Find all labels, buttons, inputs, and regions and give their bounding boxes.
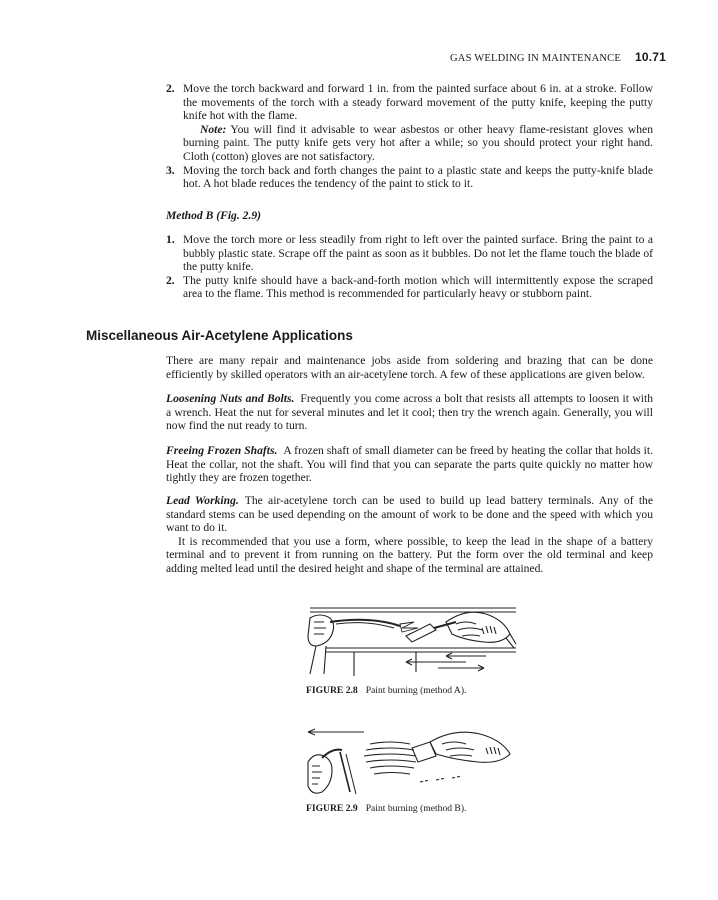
figure-caption-text: Paint burning (method B). <box>365 803 467 814</box>
intro-text: There are many repair and maintenance jobs aside from soldering and brazing that can be done efficiently by skilled operators with an air-acetylene torch. A few of these applications are given below. <box>166 354 653 381</box>
method-a-continuation <box>166 82 653 191</box>
lead-paragraph <box>166 494 653 576</box>
method-b-item-1 <box>166 233 653 274</box>
item-text: The putty knife should have a back-and-forth motion which will intermittently expose the scraped area to the flame. This method is recommended for particularly heavy or stubborn paint. <box>183 273 653 301</box>
method-a-item-2 <box>166 82 653 123</box>
loosening-paragraph <box>166 392 653 433</box>
item-number: 2. <box>166 273 175 287</box>
note-text: You will find it advisable to wear asbestos or other heavy flame-resistant gloves when burning paint. The putty knife gets very hot after a while; so you should protect your right hand. Cloth (cotton) gloves are not satisfactory. <box>183 122 653 163</box>
method-a-note <box>166 123 653 164</box>
figure-label: FIGURE 2.8 <box>306 685 358 696</box>
figure-2-9-caption <box>306 803 466 814</box>
item-text: Moving the torch back and forth changes the paint to a plastic state and keeps the putty-knife blade hot. A hot blade reduces the tendency of the paint to stick to it. <box>183 163 653 191</box>
misc-intro <box>166 354 653 381</box>
freeing-paragraph <box>166 444 653 485</box>
method-b-heading <box>166 209 653 223</box>
figure-label: FIGURE 2.9 <box>306 803 358 814</box>
item-text: Move the torch more or less steadily from right to left over the painted surface. Bring the paint to a bubbly plastic state. Scrape off the paint as soon as it bubbles. Do not let the flame touch the blade of the putty knife. <box>183 233 653 274</box>
method-b-list <box>166 233 653 301</box>
paragraph-text-2: It is recommended that you use a form, where possible, to keep the lead in the shape of a battery terminal and to prevent it from running on the battery. Put the form over the old terminal and keep adding melted lead until the desired height and shape of the terminal are attained. <box>166 534 653 575</box>
paragraph-text: Frequently you come across a bolt that resists all attempts to loosen it with a wrench. Heat the nut for several minutes and let it cool; then try the wrench again. Generally, you will now find the nut ready to turn. <box>166 392 653 433</box>
run-in-heading: Freeing Frozen Shafts. <box>166 444 278 457</box>
figure-2-8-illustration <box>306 600 520 678</box>
paragraph-text: The air-acetylene torch can be used to build up lead battery terminals. Any of the standard stems can be used depending on the amount of work to be done and the speed with which you want to do it. <box>166 494 653 535</box>
section-heading: Miscellaneous Air-Acetylene Applications <box>86 328 353 343</box>
method-b-item-2 <box>166 274 653 301</box>
item-number: 3. <box>166 163 175 177</box>
running-header <box>450 50 666 64</box>
method-b-title: Method B (Fig. 2.9) <box>166 209 262 222</box>
running-title: GAS WELDING IN MAINTENANCE <box>450 53 621 64</box>
run-in-heading: Loosening Nuts and Bolts. <box>166 392 295 405</box>
paragraph-text: A frozen shaft of small diameter can be freed by heating the collar that holds it. Heat the collar, not the shaft. You will find that you can separate the parts quite quickly no matter how tightly they are frozen together. <box>166 444 653 485</box>
method-a-item-3 <box>166 164 653 191</box>
run-in-heading: Lead Working. <box>166 494 239 507</box>
item-number: 1. <box>166 233 175 246</box>
figure-2-8-caption <box>306 685 466 696</box>
note-label: Note: <box>200 122 227 136</box>
item-text: Move the torch backward and forward 1 in. from the painted surface about 6 in. at a stroke. Follow the movements of the torch with a steady forward movement of the putty knife, keeping the putty knife hot with the flame. <box>183 82 653 123</box>
figure-caption-text: Paint burning (method A). <box>365 685 467 696</box>
item-number: 2. <box>166 82 175 95</box>
page-number: 10.71 <box>634 50 666 64</box>
figure-2-9-illustration <box>300 722 514 802</box>
